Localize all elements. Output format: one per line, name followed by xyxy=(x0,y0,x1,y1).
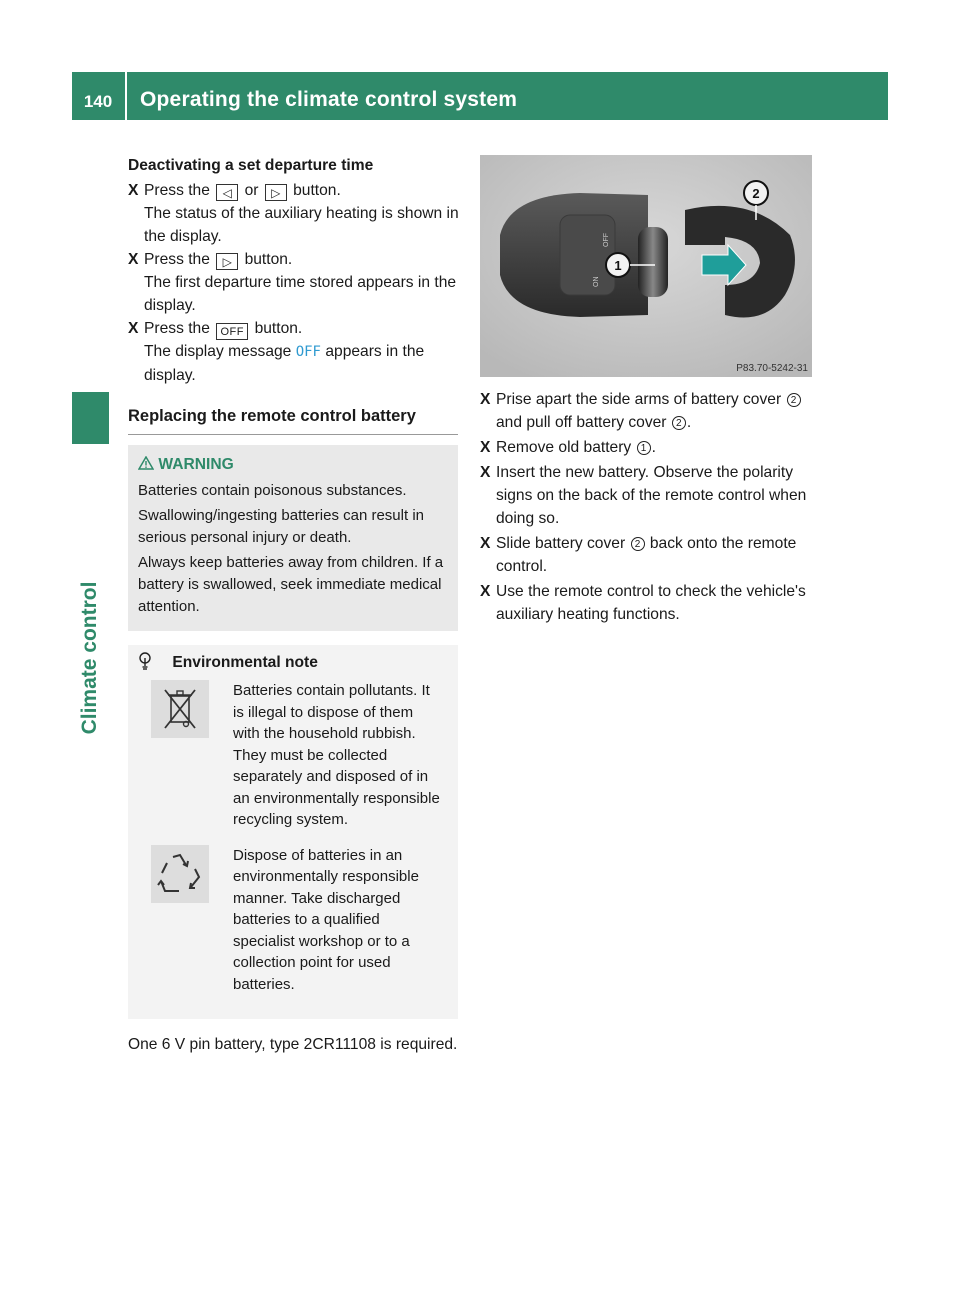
step-text: Insert the new battery. Observe the polarity signs on the back of the remote control when doing so. xyxy=(496,464,807,527)
step-mark-icon: X xyxy=(128,320,139,337)
step-result: The status of the auxiliary heating is shown in the display. xyxy=(144,205,459,245)
step-text: Press the xyxy=(144,251,210,268)
step-mark-icon: X xyxy=(128,182,139,199)
warning-box xyxy=(128,445,458,631)
side-chapter-label: Climate control xyxy=(78,581,101,735)
environmental-note-title-text: Environmental note xyxy=(172,654,318,671)
callout-2-icon: 2 xyxy=(672,416,686,430)
step-mark-icon: X xyxy=(480,464,491,481)
step-text: . xyxy=(651,439,656,456)
step-text: back onto the remote control. xyxy=(496,535,797,575)
step-text: Remove old battery xyxy=(496,439,632,456)
environmental-note-box xyxy=(128,645,458,1019)
left-column xyxy=(128,154,460,1056)
step-text: Prise apart the side arms of battery cover xyxy=(496,391,782,408)
step-mark-icon: X xyxy=(480,583,491,600)
step-text: button. xyxy=(293,182,341,199)
replace-battery-heading: Replacing the remote control battery xyxy=(128,405,458,435)
right-arrow-key-icon: ▷ xyxy=(265,184,287,201)
page-title: Operating the climate control system xyxy=(140,88,518,111)
page-number: 140 xyxy=(83,92,113,111)
step-remove-battery xyxy=(480,436,816,459)
step-text: or xyxy=(244,182,259,199)
warning-title xyxy=(138,453,448,476)
recycling-icon xyxy=(151,845,209,903)
step-result: The first departure time stored appears in the display. xyxy=(144,274,457,314)
step-text: Press the xyxy=(144,182,210,199)
step-press-right xyxy=(128,248,460,271)
step-mark-icon: X xyxy=(480,391,491,408)
warning-text: Always keep batteries away from children. If a battery is swallowed, seek immediate medical attention. xyxy=(138,554,444,615)
step-text: button. xyxy=(254,320,303,337)
side-tab xyxy=(72,392,109,444)
step-mark-icon: X xyxy=(480,535,491,552)
left-arrow-key-icon: ◁ xyxy=(216,184,238,201)
step-press-arrows xyxy=(128,179,460,202)
step-check-functions xyxy=(480,580,816,626)
step-press-off xyxy=(128,317,460,340)
step-mark-icon: X xyxy=(128,251,139,268)
step-result xyxy=(128,340,460,387)
off-label: OFF xyxy=(603,233,610,247)
env-note-text: Batteries contain pollutants. It is illegal to dispose of them with the household rubbish. They must be collected separately and disposed of in an environmentally responsible recycling system. xyxy=(233,682,440,828)
callout-2-icon: 2 xyxy=(787,393,801,407)
display-message-off: OFF xyxy=(295,344,321,360)
env-note-text: Dispose of batteries in an environmentally responsible manner. Take discharged batteries to a qualified specialist workshop or to a collection point for used batteries. xyxy=(233,846,419,993)
step-text: Use the remote control to check the vehicle's auxiliary heating functions. xyxy=(496,583,806,623)
header-separator xyxy=(125,72,127,120)
callout-2-label: 2 xyxy=(752,186,760,201)
step-text: Slide battery cover xyxy=(496,535,626,552)
right-arrow-key-icon: ▷ xyxy=(216,253,238,270)
deactivate-heading: Deactivating a set departure time xyxy=(128,157,374,174)
step-slide-cover xyxy=(480,532,816,578)
result-text: appears in the display. xyxy=(144,343,425,384)
battery-steps xyxy=(480,388,816,626)
lightbulb-icon xyxy=(138,654,172,671)
callout-1-label: 1 xyxy=(614,258,622,273)
result-text: The display message xyxy=(144,343,292,360)
env-note-row xyxy=(138,845,448,996)
step-insert-battery xyxy=(480,461,816,530)
env-note-row xyxy=(138,680,448,831)
step-text: . xyxy=(686,414,692,431)
step-text: and pull off battery cover xyxy=(496,414,667,431)
environmental-note-title xyxy=(138,651,448,674)
crossed-bin-icon xyxy=(151,680,209,738)
step-text: Press the xyxy=(144,320,210,337)
step-prise-cover xyxy=(480,388,816,434)
warning-text: Swallowing/ingesting batteries can result in serious personal injury or death. xyxy=(138,507,424,546)
step-text: button. xyxy=(244,251,293,268)
callout-2-icon: 2 xyxy=(631,537,645,551)
figure-caption: P83.70-5242-31 xyxy=(736,363,808,374)
right-column xyxy=(480,154,816,628)
on-label: ON xyxy=(593,276,600,287)
off-key-icon: OFF xyxy=(216,323,248,340)
warning-text: Batteries contain poisonous substances. xyxy=(138,482,407,499)
warning-title-text: WARNING xyxy=(158,456,234,473)
warning-triangle-icon xyxy=(138,456,158,473)
step-mark-icon: X xyxy=(480,439,491,456)
callout-1-icon: 1 xyxy=(637,441,651,455)
battery-requirement: One 6 V pin battery, type 2CR11108 is required. xyxy=(128,1036,458,1053)
